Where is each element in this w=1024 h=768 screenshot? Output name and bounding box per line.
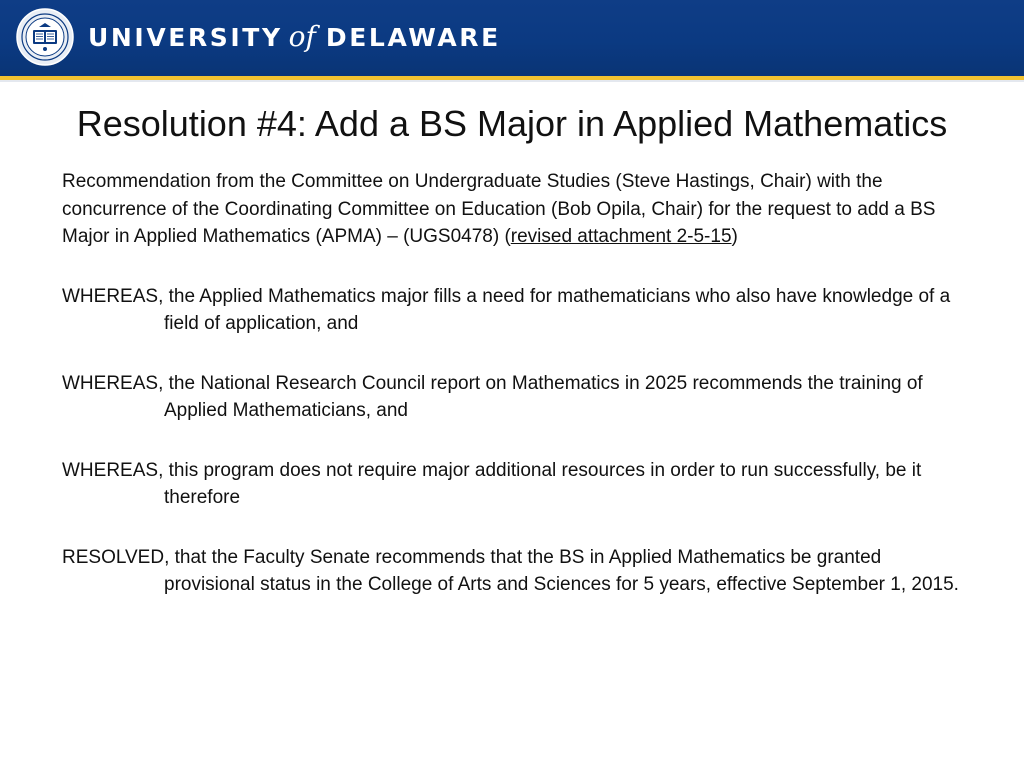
whereas-clause-2 [62,370,972,425]
clause-text: that the Faculty Senate recommends that the BS in Applied Mathematics be granted provisional status in the College of Arts and Sciences for 5 years, effective September 1, 2015. [164,546,959,595]
clause-text: the Applied Mathematics major fills a need for mathematicians who also have knowledge of a field of application, and [164,285,951,334]
whereas-clause-1 [62,283,972,338]
whereas-clause-3 [62,457,972,512]
clause-keyword: RESOLVED, [62,546,170,568]
university-wordmark [88,20,501,60]
clause-keyword: WHEREAS, [62,372,164,394]
university-seal-icon [16,8,74,66]
clause-text: this program does not require major additional resources in order to run successfully, be it therefore [164,459,922,508]
header-banner [0,0,1024,76]
slide-body [62,168,972,631]
revised-attachment-link[interactable]: revised attachment 2-5-15 [510,226,732,247]
intro-text: Recommendation from the Committee on Undergraduate Studies (Steve Hastings, Chair) with the concurrence of the Coordinating Committee on Education (Bob Opila, Chair) for the request to add a BS Major in Applied Mathematics (APMA) – (UGS0478) ( [62,171,936,247]
header-divider [0,80,1024,82]
intro-paragraph [62,168,972,251]
wordmark-delaware: DELAWARE [325,23,501,52]
wordmark-of: of [288,20,316,53]
resolved-clause [62,544,972,599]
slide-title: Resolution #4: Add a BS Major in Applied Mathematics [76,103,948,144]
clause-keyword: WHEREAS, [62,459,164,481]
clause-text: the National Research Council report on Mathematics in 2025 recommends the training of Applied Mathematicians, and [164,372,923,421]
clause-keyword: WHEREAS, [62,285,164,307]
wordmark-university: UNIVERSITY [88,23,283,52]
intro-text-end: ) [731,226,738,247]
